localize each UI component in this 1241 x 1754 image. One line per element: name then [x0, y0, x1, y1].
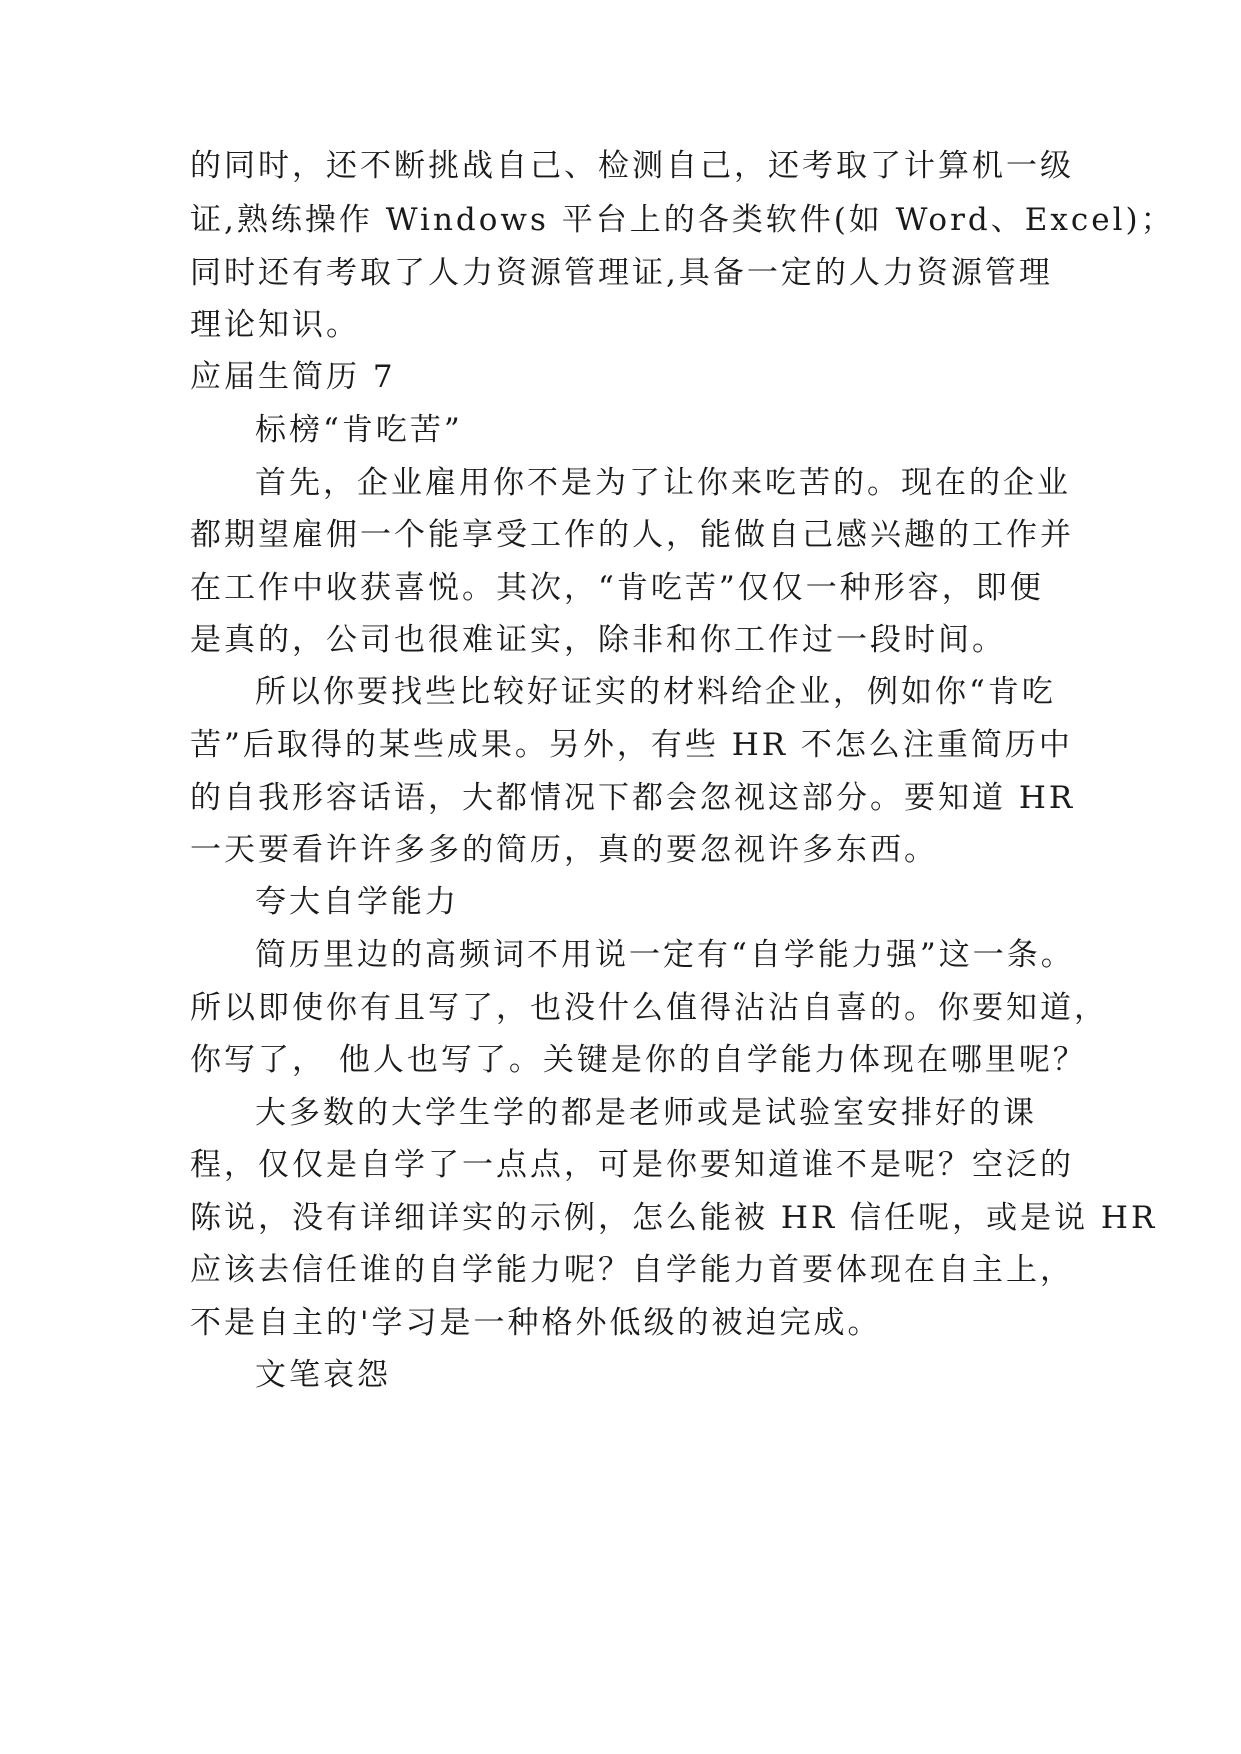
text-line: 所以你要找些比较好证实的材料给企业，例如你“肯吃 — [255, 674, 1056, 710]
subheading: 夸大自学能力 — [255, 884, 459, 920]
text-line: 程，仅仅是自学了一点点，可是你要知道谁不是呢？空泛的 — [190, 1147, 1074, 1183]
text-line: 首先，企业雇用你不是为了让你来吃苦的。现在的企业 — [255, 465, 1071, 501]
subheading: 文笔哀怨 — [255, 1357, 391, 1393]
section-title: 应届生简历 7 — [190, 359, 396, 395]
text-line: 应该去信任谁的自学能力呢？自学能力首要体现在自主上， — [190, 1252, 1074, 1288]
text-line: 所以即使你有且写了，也没什么值得沾沾自喜的。你要知道， — [190, 990, 1108, 1026]
text-line: 的自我形容话语，大都情况下都会忽视这部分。要知道 HR — [190, 780, 1076, 816]
text-line: 一天要看许许多多的简历，真的要忽视许多东西。 — [190, 832, 938, 868]
text-line: 理论知识。 — [190, 307, 360, 343]
text-line: 简历里边的高频词不用说一定有“自学能力强”这一条。 — [255, 937, 1075, 973]
text-line: 是真的，公司也很难证实，除非和你工作过一段时间。 — [190, 622, 1006, 658]
text-line: 证,熟练操作 Windows 平台上的各类软件(如 Word、Excel)； — [190, 202, 1175, 238]
text-line: 不是自主的'学习是一种格外低级的被迫完成。 — [190, 1305, 882, 1341]
subheading: 标榜“肯吃苦” — [255, 412, 463, 448]
text-line: 都期望雇佣一个能享受工作的人，能做自己感兴趣的工作并 — [190, 517, 1074, 553]
text-line: 在工作中收获喜悦。其次，“肯吃苦”仅仅一种形容，即便 — [190, 570, 1044, 606]
text-line: 陈说，没有详细详实的示例，怎么能被 HR 信任呢，或是说 HR — [190, 1200, 1158, 1236]
text-line: 同时还有考取了人力资源管理证,具备一定的人力资源管理 — [190, 255, 1053, 291]
text-line: 大多数的大学生学的都是老师或是试验室安排好的课 — [255, 1095, 1037, 1131]
text-line: 的同时，还不断挑战自己、检测自己，还考取了计算机一级 — [190, 148, 1074, 184]
text-line: 苦”后取得的某些成果。另外，有些 HR 不怎么注重简历中 — [190, 727, 1073, 763]
text-line: 你写了， 他人也写了。关键是你的自学能力体现在哪里呢？ — [190, 1042, 1087, 1078]
